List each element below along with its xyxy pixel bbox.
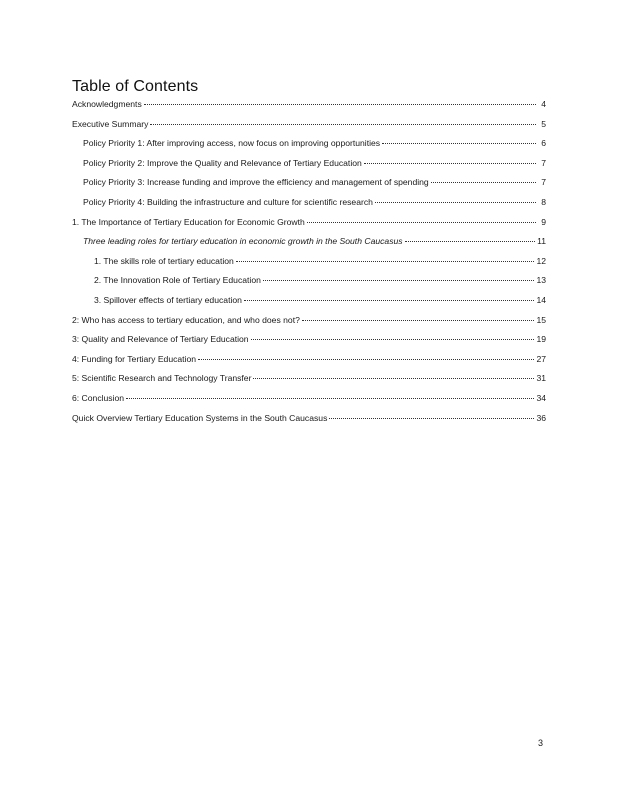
toc-entry-title: 4: Funding for Tertiary Education (72, 353, 197, 364)
toc-entry-title: 2. The Innovation Role of Tertiary Education (94, 275, 261, 286)
toc-entry-page: 11 (537, 236, 546, 247)
toc-entry-page: 8 (541, 196, 546, 207)
toc-entry-page: 14 (536, 294, 546, 305)
toc-dot-leader (307, 222, 536, 223)
toc-entry-title: Executive Summary (72, 118, 149, 129)
toc-entry-title: 1. The skills role of tertiary education (94, 255, 234, 266)
toc-entry-title: Policy Priority 2: Improve the Quality and Relevance of Tertiary Education (83, 157, 362, 168)
toc-entry-page: 31 (536, 373, 546, 384)
toc-dot-leader (431, 182, 536, 183)
toc-dot-leader (126, 398, 534, 399)
toc-dot-leader (382, 143, 536, 144)
toc-entry-page: 7 (541, 157, 546, 168)
toc-dot-leader (263, 280, 535, 281)
toc-entry[interactable] (72, 196, 546, 216)
toc-dot-leader (198, 359, 534, 360)
toc-entry-page: 4 (541, 99, 546, 109)
toc-dot-leader (405, 241, 536, 242)
toc-entry[interactable] (72, 235, 546, 255)
toc-entry-title: 2: Who has access to tertiary education, and who does not? (72, 314, 300, 325)
toc-entry-title: 3: Quality and Relevance of Tertiary Education (72, 334, 249, 345)
toc-dot-leader (150, 124, 536, 125)
toc-entry-page: 13 (536, 275, 546, 286)
toc-entry-title: Acknowledgments (72, 99, 142, 109)
toc-entry-page: 5 (541, 118, 546, 129)
toc-dot-leader (375, 202, 536, 203)
toc-entry-page: 7 (541, 177, 546, 188)
toc-entry[interactable] (72, 392, 546, 412)
toc-entry[interactable] (72, 137, 546, 157)
toc-entry[interactable] (72, 274, 546, 294)
toc-entry[interactable] (72, 98, 546, 118)
toc-dot-leader (364, 163, 536, 164)
toc-entry-title: 5: Scientific Research and Technology Transfer (72, 373, 252, 384)
toc-entry[interactable] (72, 176, 546, 196)
toc-dot-leader (251, 339, 535, 340)
toc-entry-title: Policy Priority 3: Increase funding and improve the efficiency and management of spending (83, 177, 429, 188)
toc-entry[interactable] (72, 314, 546, 334)
toc-entry[interactable] (72, 157, 546, 177)
toc-entry-title: 3. Spillover effects of tertiary education (94, 294, 242, 305)
toc-entry[interactable] (72, 412, 546, 432)
toc-dot-leader (253, 378, 534, 379)
toc-entry[interactable] (72, 353, 546, 373)
toc-entry[interactable] (72, 372, 546, 392)
page-title: Table of Contents (72, 78, 199, 95)
toc-entry[interactable] (72, 255, 546, 275)
table-of-contents (72, 98, 546, 431)
toc-entry[interactable] (72, 216, 546, 236)
toc-dot-leader (244, 300, 535, 301)
toc-entry-page: 9 (541, 216, 546, 227)
toc-entry-page: 27 (536, 353, 546, 364)
toc-entry-page: 36 (536, 412, 546, 423)
page-number: 3 (538, 738, 544, 748)
toc-dot-leader (302, 320, 535, 321)
toc-entry-title: 6: Conclusion (72, 392, 125, 403)
toc-entry-page: 15 (536, 314, 546, 325)
toc-entry-title: Policy Priority 1: After improving access, now focus on improving opportunities (83, 138, 381, 149)
toc-entry-page: 12 (536, 255, 546, 266)
toc-dot-leader (144, 104, 536, 105)
toc-entry-title: Quick Overview Tertiary Education Systems in the South Caucasus (72, 412, 328, 423)
toc-entry-page: 6 (541, 138, 546, 149)
toc-entry[interactable] (72, 118, 546, 138)
toc-entry-title: Three leading roles for tertiary education in economic growth in the South Caucasus (83, 236, 403, 247)
toc-dot-leader (236, 261, 535, 262)
toc-entry-page: 19 (536, 334, 546, 345)
toc-dot-leader (329, 418, 534, 419)
toc-entry-title: 1. The Importance of Tertiary Education for Economic Growth (72, 216, 305, 227)
toc-entry-page: 34 (536, 392, 546, 403)
toc-entry[interactable] (72, 294, 546, 314)
toc-entry[interactable] (72, 333, 546, 353)
toc-entry-title: Policy Priority 4: Building the infrastructure and culture for scientific research (83, 196, 373, 207)
